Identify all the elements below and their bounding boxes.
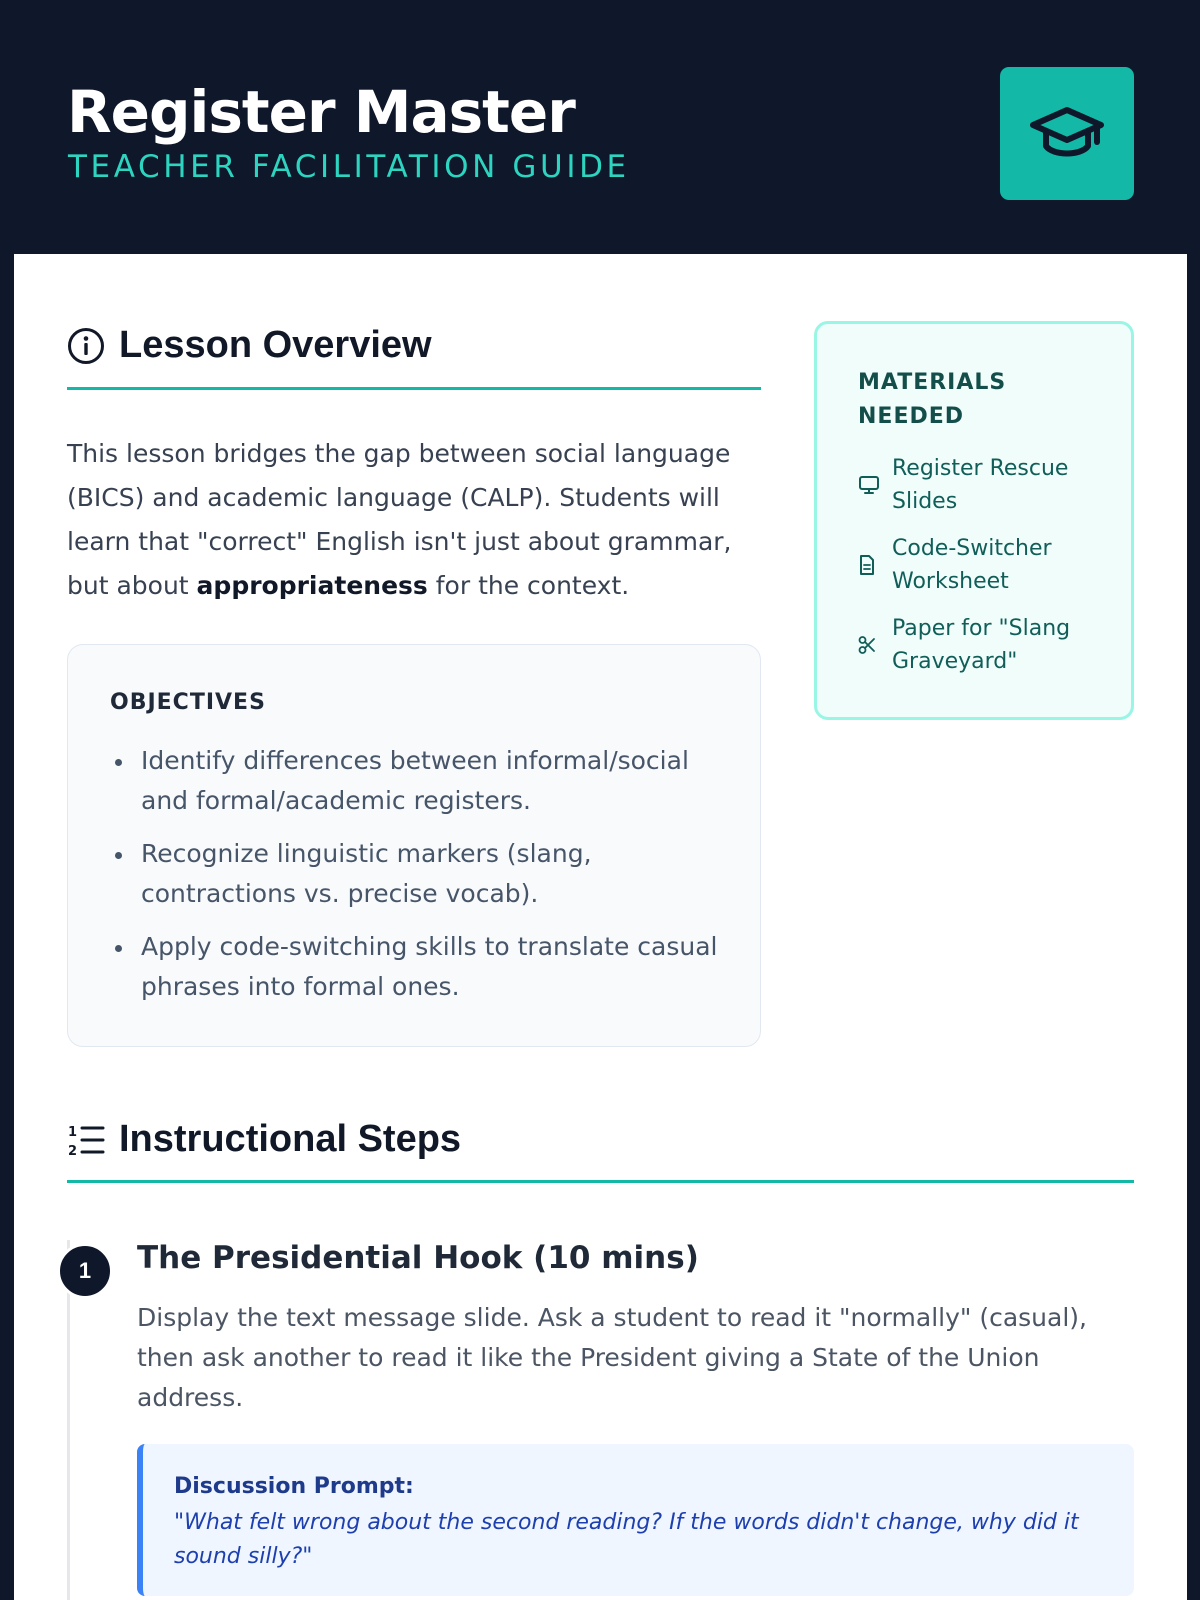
svg-text:1: 1 [68, 1124, 78, 1140]
objectives-card [67, 644, 761, 1047]
material-label: Code-Switcher Worksheet [892, 536, 1052, 594]
steps-title: Instructional Steps [119, 1118, 462, 1160]
step-description: Display the text message slide. Ask a student to read it "normally" (casual), then ask another to read it like the President giving a State of the Union address. [137, 1303, 1087, 1412]
objective-item: Apply code-switching skills to translate casual phrases into formal ones. [141, 927, 731, 1007]
material-label: Register Rescue Slides [892, 456, 1069, 514]
prompt-text: "What felt wrong about the second reading? If the words didn't change, why did it sound silly?" [174, 1510, 1079, 1569]
material-item [858, 452, 1094, 518]
materials-title: MATERIALS NEEDED [858, 370, 1007, 429]
page-frame-right [1187, 254, 1200, 1600]
objective-item: Identify differences between informal/social and formal/academic registers. [141, 741, 731, 821]
material-item [858, 532, 1094, 598]
numbered-list-icon [67, 1122, 105, 1158]
objectives-title: OBJECTIVES [110, 690, 266, 715]
overview-title: Lesson Overview [119, 324, 432, 366]
objectives-list [141, 741, 731, 1020]
logo-badge [1000, 67, 1134, 200]
document-icon [858, 554, 876, 576]
overview-heading [67, 324, 432, 367]
objective-item: Recognize linguistic markers (slang, contractions vs. precise vocab). [141, 834, 731, 914]
material-label: Paper for "Slang Graveyard" [892, 616, 1071, 674]
discussion-prompt-callout [137, 1444, 1134, 1596]
steps-divider [67, 1180, 1134, 1183]
steps-heading [67, 1118, 461, 1161]
step-title: The Presidential Hook (10 mins) [137, 1240, 699, 1276]
overview-divider [67, 387, 761, 390]
header-banner [0, 0, 1200, 254]
overview-paragraph: This lesson bridges the gap between social language (BICS) and academic language (CALP). Students will learn that "correct" English isn't just about grammar, but about appropriateness for the context. [67, 439, 732, 600]
presentation-icon [858, 475, 880, 495]
scissors-icon [858, 635, 876, 655]
material-item [858, 612, 1094, 678]
prompt-label: Discussion Prompt: [174, 1474, 414, 1499]
step-number-badge: 1 [57, 1243, 113, 1299]
emphasis-appropriateness: appropriateness [196, 571, 428, 600]
materials-card [814, 321, 1134, 720]
graduation-cap-icon [1029, 106, 1105, 162]
page-frame-left [0, 254, 14, 1600]
svg-text:2: 2 [68, 1143, 78, 1158]
info-circle-icon [67, 327, 105, 365]
page-subtitle: TEACHER FACILITATION GUIDE [68, 149, 630, 185]
page-title: Register Master [67, 78, 575, 146]
